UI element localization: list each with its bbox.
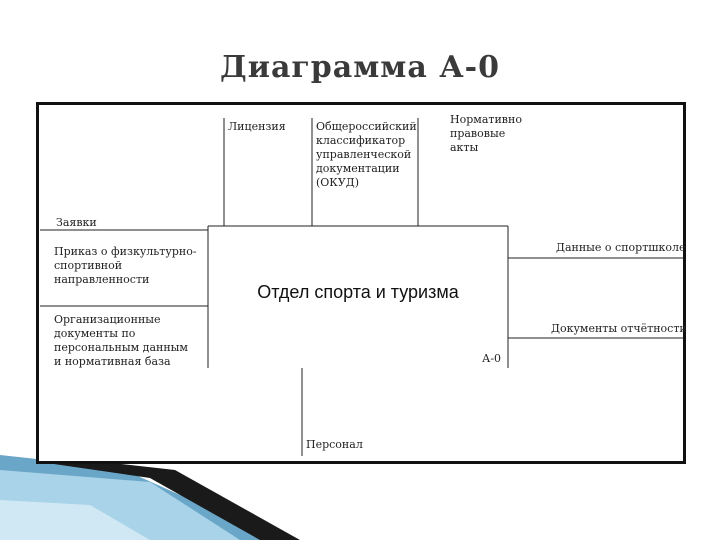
function-box-id: А-0 [482, 352, 502, 365]
output-label-reports: Документы отчётности [551, 322, 687, 335]
output-label-school-data: Данные о спортшколе [556, 241, 686, 254]
input-label-orders: Приказ о физкультурно- спортивной направленности [54, 245, 197, 286]
mechanism-label-personnel: Персонал [306, 438, 363, 451]
control-label-license: Лицензия [228, 120, 286, 133]
input-label-requests: Заявки [56, 216, 97, 229]
control-label-normative: Нормативно правовые акты [450, 113, 522, 154]
input-label-org-docs: Организационные документы по персональным данным и нормативная база [54, 313, 188, 368]
page-title: Диаграмма А-0 [220, 50, 500, 85]
function-box-title: Отдел спорта и туризма [257, 282, 459, 302]
control-label-okud: Общероссийский классификатор управленческой документации (ОКУД) [316, 120, 417, 189]
